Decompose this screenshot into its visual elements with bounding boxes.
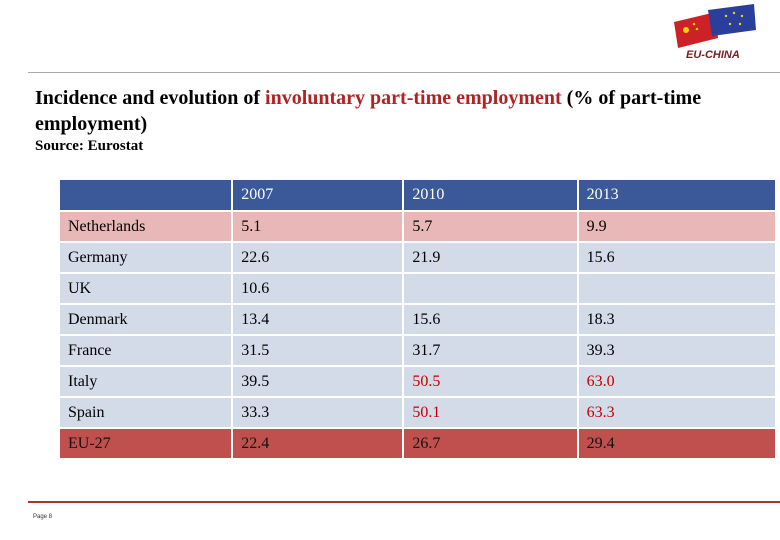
row-label: Spain	[59, 397, 232, 428]
logo-text: EU-CHINA	[686, 49, 740, 61]
table-cell: 50.5	[403, 366, 577, 397]
page-number: Page 8	[33, 514, 53, 520]
table-row	[59, 397, 776, 428]
column-header	[59, 179, 232, 211]
table-row	[59, 335, 776, 366]
table-row	[59, 273, 776, 304]
table-cell: 13.4	[232, 304, 403, 335]
table-cell: 63.3	[578, 397, 776, 428]
title-highlight: involuntary part-time employment	[265, 87, 562, 109]
table-cell: 15.6	[578, 242, 776, 273]
table-row	[59, 211, 776, 242]
row-label: France	[59, 335, 232, 366]
table-cell: 5.7	[403, 211, 577, 242]
table-cell: 63.0	[578, 366, 776, 397]
table-cell: 15.6	[403, 304, 577, 335]
title-prefix: Incidence and evolution of	[35, 87, 266, 109]
source-note: Source: Eurostat	[35, 138, 144, 154]
column-header: 2010	[403, 179, 577, 211]
table-row	[59, 304, 776, 335]
table-cell: 18.3	[578, 304, 776, 335]
row-label: Netherlands	[59, 211, 232, 242]
table-cell: 50.1	[403, 397, 577, 428]
table-cell: 26.7	[403, 428, 577, 459]
employment-table	[58, 178, 777, 460]
title-suffix: (% of part-time employment)	[35, 87, 702, 135]
table-cell: 22.6	[232, 242, 403, 273]
eu-china-logo	[664, 4, 764, 70]
slide-title	[35, 85, 775, 137]
table-cell: 5.1	[232, 211, 403, 242]
table-row	[59, 366, 776, 397]
row-label: UK	[59, 273, 232, 304]
column-header: 2007	[232, 179, 403, 211]
table-cell: 33.3	[232, 397, 403, 428]
table-cell: 29.4	[578, 428, 776, 459]
table-cell: 31.7	[403, 335, 577, 366]
table-header-row	[59, 179, 776, 211]
top-divider	[28, 72, 780, 73]
row-label: Germany	[59, 242, 232, 273]
table-cell: 39.3	[578, 335, 776, 366]
table-cell: 10.6	[232, 273, 403, 304]
table-row	[59, 428, 776, 459]
table-cell: 22.4	[232, 428, 403, 459]
table-cell	[578, 273, 776, 304]
table-cell: 31.5	[232, 335, 403, 366]
table-cell: 9.9	[578, 211, 776, 242]
column-header: 2013	[578, 179, 776, 211]
row-label: Italy	[59, 366, 232, 397]
table-cell: 39.5	[232, 366, 403, 397]
table-row	[59, 242, 776, 273]
row-label: Denmark	[59, 304, 232, 335]
bottom-divider	[28, 501, 780, 503]
row-label: EU-27	[59, 428, 232, 459]
table-cell	[403, 273, 577, 304]
table-cell: 21.9	[403, 242, 577, 273]
